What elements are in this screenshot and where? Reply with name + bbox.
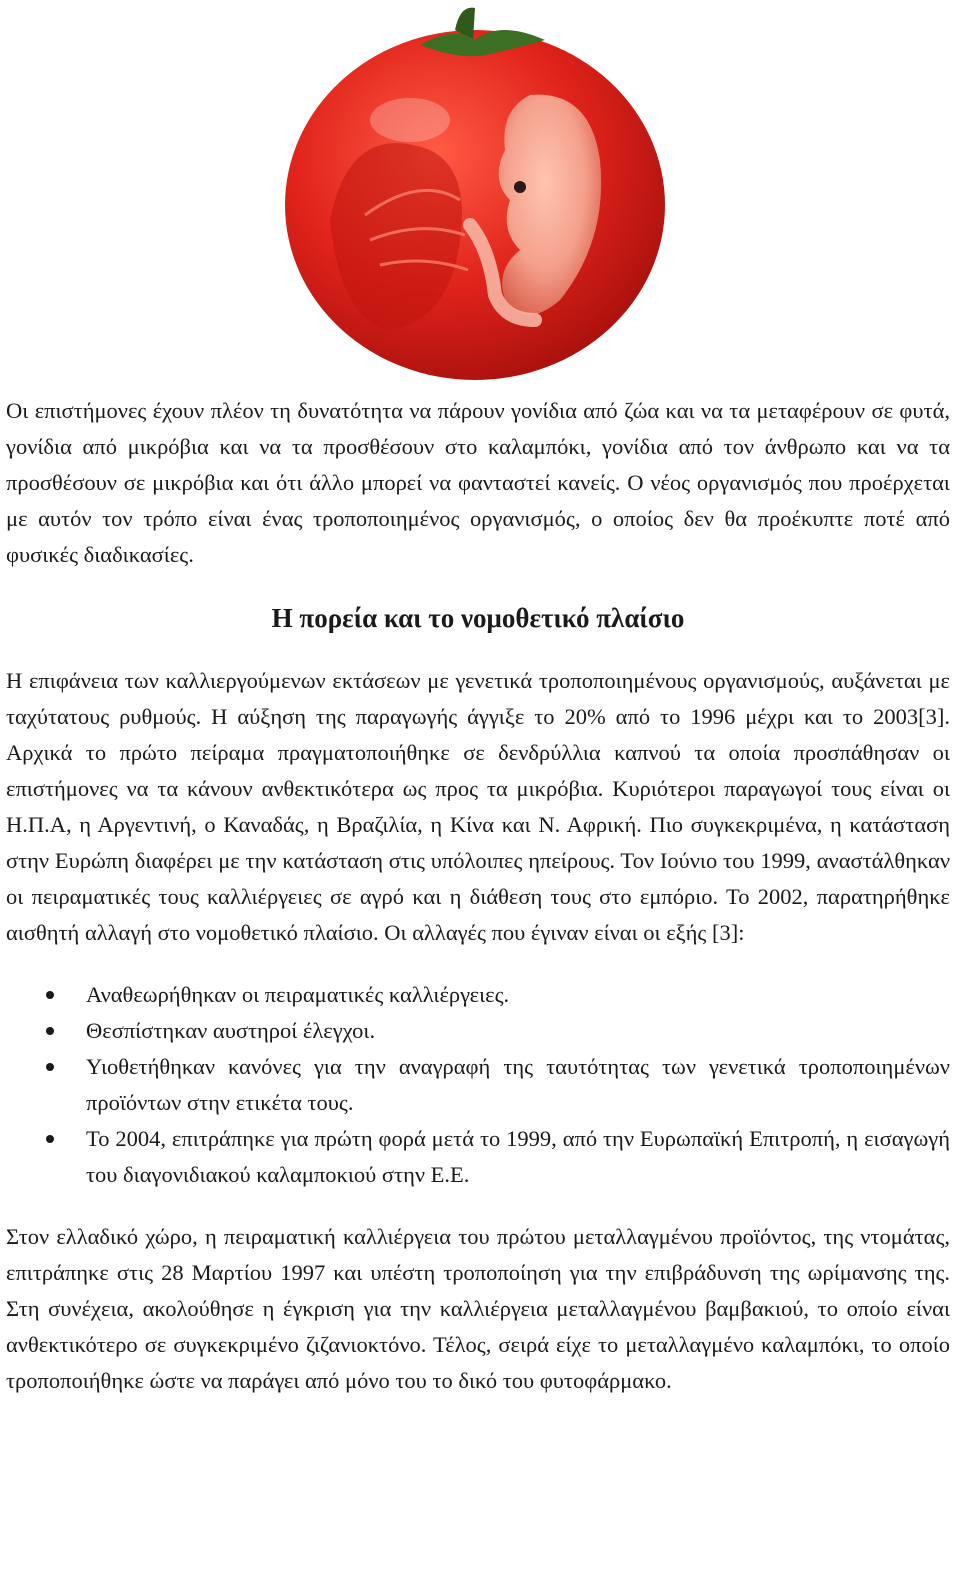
closing-paragraph: Στον ελλαδικό χώρο, η πειραματική καλλιέργεια του πρώτου μεταλλαγμένου προϊόντος, της ντομάτας, επιτράπηκε στις 28 Μαρτίου 1997 και υπέστη τροποποίηση για την επιβράδυνση της ωρίμανσης της. Στη συνέχεια, ακολούθησε η έγκριση για την καλλιέργεια μεταλλαγμένου βαμβακιού, το οποίο είναι ανθεκτικότερο σε συγκεκριμένο ζιζανιοκτόνο. Τέλος, σειρά είχε το μεταλλαγμένο καλαμπόκι, το οποίο τροποποιήθηκε ώστε να παράγει από μόνο του το δικό του φυτοφάρμακο. bbox=[6, 1224, 950, 1393]
tomato-embryo-icon bbox=[270, 0, 690, 385]
bullet-icon bbox=[46, 1135, 54, 1143]
list-item-text: Υιοθετήθηκαν κανόνες για την αναγραφή της ταυτότητας των γενετικά τροποποιημένων προϊόντων στην ετικέτα τους. bbox=[86, 1054, 950, 1115]
list-item bbox=[6, 1013, 950, 1049]
intro-paragraph: Οι επιστήμονες έχουν πλέον τη δυνατότητα να πάρουν γονίδια από ζώα και να τα μεταφέρουν σε φυτά, γονίδια από μικρόβια και να τα προσθέσουν στο καλαμπόκι, γονίδια από τον άνθρωπο και να τα προσθέσουν σε μικρόβια και ότι άλλο μπορεί να φανταστεί κανείς. Ο νέος οργανισμός που προέρχεται με αυτόν τον τρόπο είναι ένας τροποποιημένος οργανισμός, ο οποίος δεν θα προέκυπτε ποτέ από φυσικές διαδικασίες. bbox=[6, 398, 950, 567]
section-title: Η πορεία και το νομοθετικό πλαίσιο bbox=[271, 603, 685, 633]
list-item-text: Αναθεωρήθηκαν οι πειραματικές καλλιέργειες. bbox=[86, 982, 510, 1007]
bullet-icon bbox=[46, 1027, 54, 1035]
section-paragraph: Η επιφάνεια των καλλιεργούμενων εκτάσεων με γενετικά τροποποιημένους οργανισμούς, αυξάνεται με ταχύτατους ρυθμούς. Η αύξηση της παραγωγής άγγιξε το 20% από το 1996 μέχρι και το 2003[3]. Αρχικά το πρώτο πείραμα πραγματοποιήθηκε σε δενδρύλλια καπνού τα οποία προσπάθησαν οι επιστήμονες να τα κάνουν ανθεκτικότερα ως προς τα μικρόβια. Κυριότεροι παραγωγοί τους είναι οι Η.Π.Α, η Αργεντινή, ο Καναδάς, η Βραζιλία, η Κίνα και Ν. Αφρική. Πιο συγκεκριμένα, η κατάσταση στην Ευρώπη διαφέρει με την κατάσταση στις υπόλοιπες ηπείρους. Τον Ιούνιο του 1999, αναστάλθηκαν οι πειραματικές τους καλλιέργειες σε αγρό και η διάθεση τους στο εμπόριο. Το 2002, παρατηρήθηκε αισθητή αλλαγή στο νομοθετικό πλαίσιο. Οι αλλαγές που έγιναν είναι οι εξής [3]: bbox=[6, 668, 950, 945]
bullet-icon bbox=[46, 991, 54, 999]
list-item bbox=[6, 1121, 950, 1193]
article-body bbox=[6, 393, 950, 1399]
embryo-eye bbox=[514, 181, 526, 193]
list-item bbox=[6, 977, 950, 1013]
list-item bbox=[6, 1049, 950, 1121]
list-item-text: Το 2004, επιτράπηκε για πρώτη φορά μετά το 1999, από την Ευρωπαϊκή Επιτροπή, η εισαγωγή του διαγονιδιακού καλαμποκιού στην Ε.Ε. bbox=[86, 1126, 950, 1187]
bullet-icon bbox=[46, 1063, 54, 1071]
list-item-text: Θεσπίστηκαν αυστηροί έλεγχοι. bbox=[86, 1018, 376, 1043]
changes-list bbox=[6, 977, 950, 1193]
tomato-embryo-figure bbox=[270, 0, 690, 385]
